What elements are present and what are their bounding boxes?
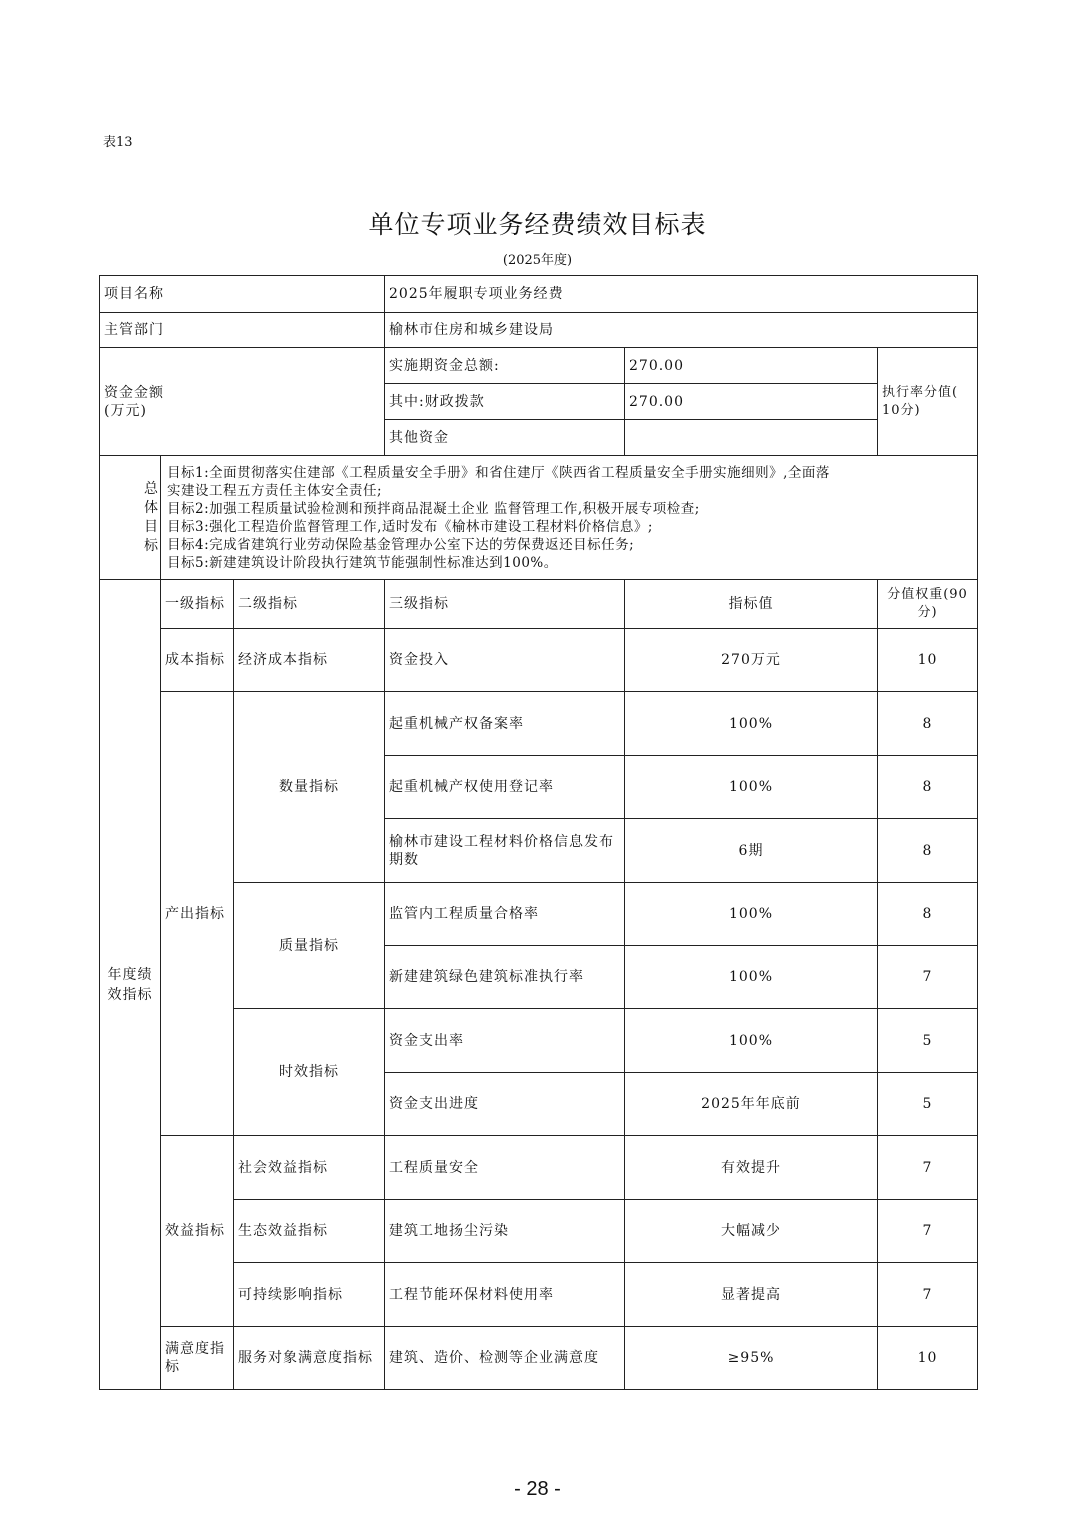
weight-cell: 7 [878, 946, 978, 1009]
goal-line: 实建设工程五方责任主体安全责任; [167, 482, 383, 499]
l3-cell: 工程质量安全 [385, 1136, 625, 1200]
value-cell: 2025年年底前 [625, 1073, 878, 1136]
value-cell: 100% [625, 692, 878, 756]
project-name-label: 项目名称 [100, 276, 385, 313]
value-cell: 100% [625, 946, 878, 1009]
funds-total-row [100, 348, 978, 384]
overall-goal-text [161, 456, 978, 580]
weight-cell: 5 [878, 1009, 978, 1073]
goal-line: 目标5:新建建筑设计阶段执行建筑节能强制性标准达到100%。 [167, 554, 558, 571]
table-row [100, 1136, 978, 1200]
l3-cell: 建筑、造价、检测等企业满意度 [385, 1327, 625, 1390]
performance-table [99, 275, 978, 1390]
exec-rate-label: 执行率分值( 10分) [878, 348, 978, 456]
l3-cell: 资金支出率 [385, 1009, 625, 1073]
weight-cell: 7 [878, 1200, 978, 1263]
overall-goal-label: 总体目标 [144, 480, 159, 554]
value-cell: 大幅减少 [625, 1200, 878, 1263]
sub-quality: 质量指标 [234, 883, 385, 1009]
dept-label: 主管部门 [100, 313, 385, 348]
weight-cell: 5 [878, 1073, 978, 1136]
value-cell: 有效提升 [625, 1136, 878, 1200]
table-row [100, 629, 978, 692]
header-value: 指标值 [625, 580, 878, 629]
sub-service-satisfaction: 服务对象满意度指标 [234, 1327, 385, 1390]
l3-cell: 资金支出进度 [385, 1073, 625, 1136]
l3-cell: 工程节能环保材料使用率 [385, 1263, 625, 1327]
table-number: 表13 [103, 135, 133, 150]
goal-line: 目标4:完成省建筑行业劳动保险基金管理办公室下达的劳保费返还目标任务; [167, 536, 635, 553]
other-label: 其他资金 [385, 420, 625, 456]
group-output: 产出指标 [161, 692, 234, 1136]
total-value: 270.00 [625, 348, 878, 384]
value-cell: 100% [625, 756, 878, 819]
value-cell: 100% [625, 1009, 878, 1073]
l3-cell: 起重机械产权备案率 [385, 692, 625, 756]
goal-line: 目标3:强化工程造价监督管理工作,适时发布《榆林市建设工程材料价格信息》; [167, 518, 653, 535]
l3-cell: 监管内工程质量合格率 [385, 883, 625, 946]
value-cell: 270万元 [625, 629, 878, 692]
group-satisfaction: 满意度指标 [161, 1327, 234, 1390]
sub-timeliness: 时效指标 [234, 1009, 385, 1136]
goal-line: 目标2:加强工程质量试验检测和预拌商品混凝土企业 监督管理工作,积极开展专项检查; [167, 500, 700, 517]
weight-cell: 10 [878, 629, 978, 692]
fiscal-label: 其中:财政拨款 [385, 384, 625, 420]
project-name-value: 2025年履职专项业务经费 [385, 276, 978, 313]
other-value [625, 420, 878, 456]
page-title: 单位专项业务经费绩效目标表 [368, 210, 707, 239]
value-cell: 100% [625, 883, 878, 946]
weight-cell: 7 [878, 1263, 978, 1327]
dept-row [100, 313, 978, 348]
total-label: 实施期资金总额: [385, 348, 625, 384]
page-subtitle: (2025年度) [502, 253, 573, 268]
value-cell: ≥95% [625, 1327, 878, 1390]
l3-cell: 建筑工地扬尘污染 [385, 1200, 625, 1263]
l3-cell: 新建建筑绿色建筑标准执行率 [385, 946, 625, 1009]
l3-cell: 资金投入 [385, 629, 625, 692]
overall-goal-label-cell [100, 456, 161, 580]
value-cell: 6期 [625, 819, 878, 883]
weight-cell: 8 [878, 819, 978, 883]
table-row [100, 692, 978, 756]
weight-cell: 8 [878, 692, 978, 756]
weight-cell: 8 [878, 756, 978, 819]
sub-sustainable: 可持续影响指标 [234, 1263, 385, 1327]
dept-value: 榆林市住房和城乡建设局 [385, 313, 978, 348]
sub-ecological: 生态效益指标 [234, 1200, 385, 1263]
weight-cell: 8 [878, 883, 978, 946]
header-l1: 一级指标 [161, 580, 234, 629]
l3-cell: 榆林市建设工程材料价格信息发布期数 [385, 819, 625, 883]
annual-indicator-label-cell [100, 580, 161, 1390]
l3-cell: 起重机械产权使用登记率 [385, 756, 625, 819]
overall-goal-row [100, 456, 978, 580]
sub-economic-cost: 经济成本指标 [234, 629, 385, 692]
sub-social: 社会效益指标 [234, 1136, 385, 1200]
header-l3: 三级指标 [385, 580, 625, 629]
weight-cell: 10 [878, 1327, 978, 1390]
header-l2: 二级指标 [234, 580, 385, 629]
group-cost: 成本指标 [161, 629, 234, 692]
project-name-row [100, 276, 978, 313]
weight-cell: 7 [878, 1136, 978, 1200]
sub-quantity: 数量指标 [234, 692, 385, 883]
indicator-header-row [100, 580, 978, 629]
funds-label: 资金金额 (万元) [100, 348, 385, 456]
goal-line: 目标1:全面贯彻落实住建部《工程质量安全手册》和省住建厅《陕西省工程质量安全手册实施细则》,全面落 [167, 464, 830, 481]
annual-indicator-label: 年度绩效指标 [107, 966, 153, 1003]
header-weight: 分值权重(90分) [878, 580, 978, 629]
page-number: - 28 - [514, 1478, 561, 1500]
value-cell: 显著提高 [625, 1263, 878, 1327]
fiscal-value: 270.00 [625, 384, 878, 420]
group-benefit: 效益指标 [161, 1136, 234, 1327]
table-row [100, 1327, 978, 1390]
